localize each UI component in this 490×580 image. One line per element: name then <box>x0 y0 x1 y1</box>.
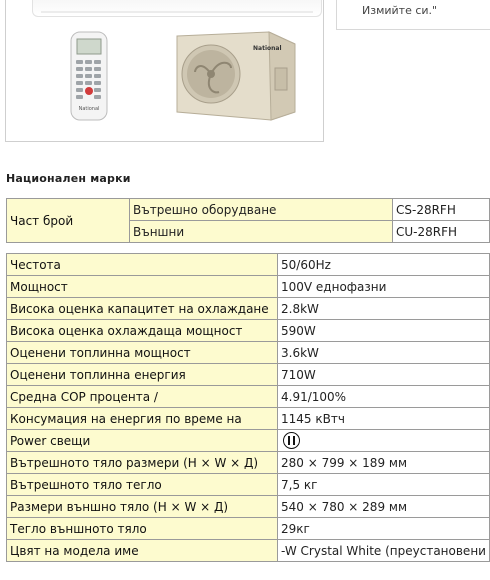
spec-label: Power свещи <box>7 430 278 452</box>
spec-value: 1145 кВтч <box>278 408 490 430</box>
table-row <box>7 452 490 474</box>
table-row <box>7 298 490 320</box>
table-row <box>7 408 490 430</box>
spec-value: 710W <box>278 364 490 386</box>
part-type-label: Вътрешно оборудване <box>130 199 393 221</box>
spec-value: 100V еднофазни <box>278 276 490 298</box>
spec-label: Консумация на енергия по време на <box>7 408 278 430</box>
power-plug-icon <box>283 432 300 449</box>
spec-label: Размери външно тяло (H × W × Д) <box>7 496 278 518</box>
specifications-table <box>6 253 490 562</box>
spec-label: Честота <box>7 254 278 276</box>
spec-label: Оценени топлинна мощност <box>7 342 278 364</box>
table-row <box>7 254 490 276</box>
remote-control-image <box>68 30 110 122</box>
table-row <box>7 474 490 496</box>
note-box-border-bottom <box>336 29 490 30</box>
spec-label: Оценени топлинна енергия <box>7 364 278 386</box>
outdoor-logo-text: National <box>253 45 282 52</box>
spec-label: Цвят на модела име <box>7 540 278 562</box>
spec-value: 590W <box>278 320 490 342</box>
spec-value: 280 × 799 × 189 мм <box>278 452 490 474</box>
table-row <box>7 199 490 221</box>
spec-label: Средна COP процента / <box>7 386 278 408</box>
spec-value: 7,5 кг <box>278 474 490 496</box>
spec-label: Висока оценка охлаждаща мощност <box>7 320 278 342</box>
table-row <box>7 386 490 408</box>
spec-value-power-plug <box>278 430 490 452</box>
table-row <box>7 276 490 298</box>
spec-value: 50/60Hz <box>278 254 490 276</box>
note-text: Измийте си." <box>362 4 438 17</box>
table-row <box>7 540 490 562</box>
spec-label: Мощност <box>7 276 278 298</box>
part-type-label: Външни <box>130 221 393 243</box>
spec-value: 3.6kW <box>278 342 490 364</box>
section-title: Национален марки <box>6 172 131 185</box>
part-code-value: CS-28RFH <box>393 199 490 221</box>
outdoor-unit-image <box>171 28 301 122</box>
product-image-frame <box>5 0 324 142</box>
table-row <box>7 430 490 452</box>
table-row <box>7 496 490 518</box>
spec-label: Вътрешното тяло размери (H × W × Д) <box>7 452 278 474</box>
table-row <box>7 518 490 540</box>
indoor-unit-image <box>32 0 322 17</box>
spec-label: Вътрешното тяло тегло <box>7 474 278 496</box>
description-note <box>360 0 490 24</box>
spec-value: 29кг <box>278 518 490 540</box>
table-row <box>7 342 490 364</box>
table-row <box>7 320 490 342</box>
note-box-border <box>336 0 337 30</box>
spec-label: Висока оценка капацитет на охлаждане <box>7 298 278 320</box>
spec-value: -W Crystal White (преустановени <box>278 540 490 562</box>
part-code-value: CU-28RFH <box>393 221 490 243</box>
spec-label: Тегло външното тяло <box>7 518 278 540</box>
spec-value: 2.8kW <box>278 298 490 320</box>
table-row <box>7 364 490 386</box>
remote-logo-text: National <box>78 106 100 112</box>
spec-value: 540 × 780 × 289 мм <box>278 496 490 518</box>
part-number-table <box>6 198 490 243</box>
part-number-label: Част брой <box>7 199 130 243</box>
spec-value: 4.91/100% <box>278 386 490 408</box>
